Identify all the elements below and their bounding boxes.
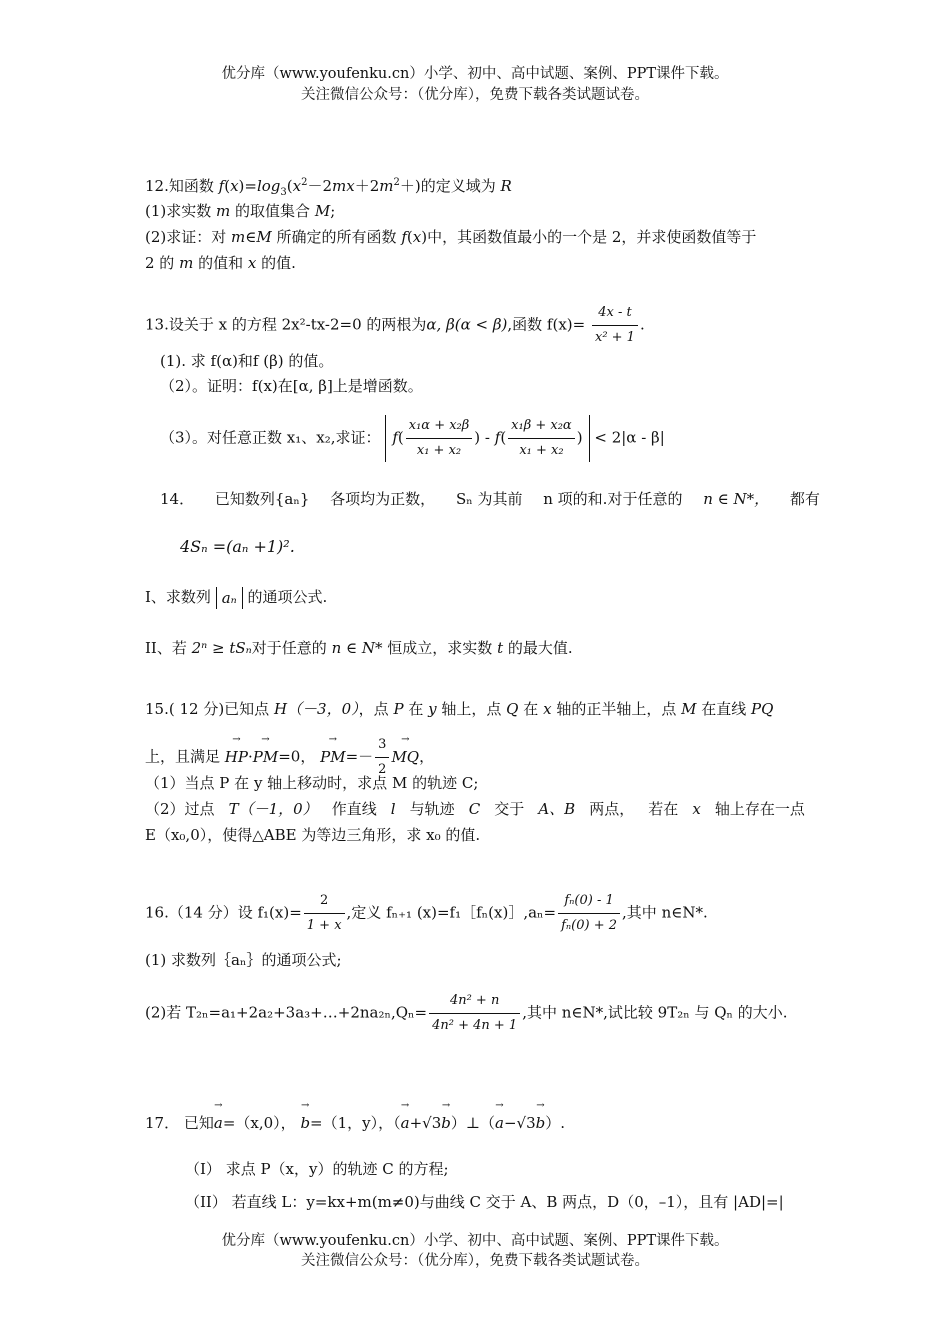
q12-part1: (1)求实数 m 的取值集合 M; <box>145 202 336 220</box>
q13-part3: （3）。对任意正数 x₁、x₂,求证： f( $\frac{\text{x₁α + x₂β}}{\text{x₁ + x₂}}$ ) - f( $\frac{\text{x₁β + x₂α}}{\text{x₁ + x₂}}$ ) < 2|α - β| <box>160 415 665 462</box>
q15-stem: 15.( 12 分)已知点 H（－3，0），点 P 在 y 轴上，点 Q 在 x 轴的正半轴上，点 M 在直线 PQ <box>145 700 774 718</box>
page-footer-line2: 关注微信公众号：（优分库），免费下载各类试题试卷。 <box>301 1253 649 1269</box>
q13-part2: （2）。证明：f(x)在[α, β]上是增函数。 <box>160 377 423 395</box>
q13-function-fraction: $\frac{4x - t}{\text{x² + 1}}$ <box>592 302 638 349</box>
page-header-line2: 关注微信公众号：（优分库），免费下载各类试题试卷。 <box>301 87 649 103</box>
q14-formula: 4Sₙ =(aₙ +1)². <box>180 537 295 556</box>
q17-part1: （I） 求点 P（x，y）的轨迹 C 的方程; <box>185 1160 449 1178</box>
q12-part2: (2)求证：对 m∈M 所确定的所有函数 f(x)中，其函数值最小的一个是 2，并求使函数值等于 <box>145 228 757 246</box>
q16-part1: (1) 求数列｛aₙ｝的通项公式; <box>145 951 342 969</box>
page-footer-line1: 优分库（www.youfenku.cn）小学、初中、高中试题、案例、PPT课件下载。 <box>221 1233 729 1249</box>
q16-stem: 16.（14 分）设 f₁(x)= $\frac{2}{1 + x}$ ,定义 fₙ₊₁ (x)=f₁［fₙ(x)］,aₙ= $\frac{\text{fₙ(0) - 1}}{\text{fₙ(0) + 2}}$ ,其中 n∈N*. <box>145 890 708 937</box>
q17-stem: 17． 已知→ a=（x,0）， → b=（1，y），（→ a+√3→ b）⊥（→ a−√3→ b）. <box>145 1112 565 1134</box>
q17-part2: （II） 若直线 L：y=kx+m(m≠0)与曲线 C 交于 A、B 两点，D（0，–1），且有 |AD|=| <box>185 1193 784 1211</box>
q15-part2: （2）过点 T（－1，0） 作直线 l 与轨迹 C 交于 A、B 两点， 若在 x 轴上存在一点 <box>145 800 805 818</box>
q14-stem: 14． 已知数列{aₙ} 各项均为正数， Sₙ 为其前 n 项的和.对于任意的 n ∈ N*， 都有 <box>160 490 820 508</box>
q13-stem: 13.设关于 x 的方程 2x²-tx-2=0 的两根为α, β(α < β),函数 f(x)= $\frac{4x - t}{\text{x² + 1}}$ . <box>145 302 645 349</box>
q14-part2: II、若 2ⁿ ≥ tSₙ对于任意的 n ∈ N* 恒成立，求实数 t 的最大值. <box>145 639 573 657</box>
q13-abs-expression: f( $\frac{\text{x₁α + x₂β}}{\text{x₁ + x₂}}$ ) - f( $\frac{\text{x₁β + x₂α}}{\text{x₁ + x₂}}$ ) <box>385 415 589 462</box>
q12-stem: 12.知函数 $f(x)=\log_3(x^2-2mx+2m^2+)$的定义域为 R <box>145 177 512 198</box>
q12-part2-cont: 2 的 m 的值和 x 的值. <box>145 254 296 272</box>
q13-part1: (1). 求 f(α)和f (β) 的值。 <box>160 352 334 370</box>
q14-part1: I、求数列 aₙ 的通项公式. <box>145 588 328 607</box>
q15-part2-cont: E（x₀,0），使得△ABE 为等边三角形，求 x₀ 的值. <box>145 826 481 844</box>
q16-part2: (2)若 T₂ₙ=a₁+2a₂+3a₃+…+2na₂ₙ,Qₙ= $\frac{\text{4n² + n}}{\text{4n² + 4n + 1}}$ ,其中 n∈N*,试比较 9T₂ₙ 与 Qₙ 的大小. <box>145 990 788 1037</box>
q15-condition: 上，且满足 → HP·→ PM=0， → PM=－ $\frac{3}{2}$ → MQ， <box>145 734 434 781</box>
q15-part1: （1）当点 P 在 y 轴上移动时，求点 M 的轨迹 C; <box>145 774 479 792</box>
page-header-line1: 优分库（www.youfenku.cn）小学、初中、高中试题、案例、PPT课件下载。 <box>221 66 729 82</box>
